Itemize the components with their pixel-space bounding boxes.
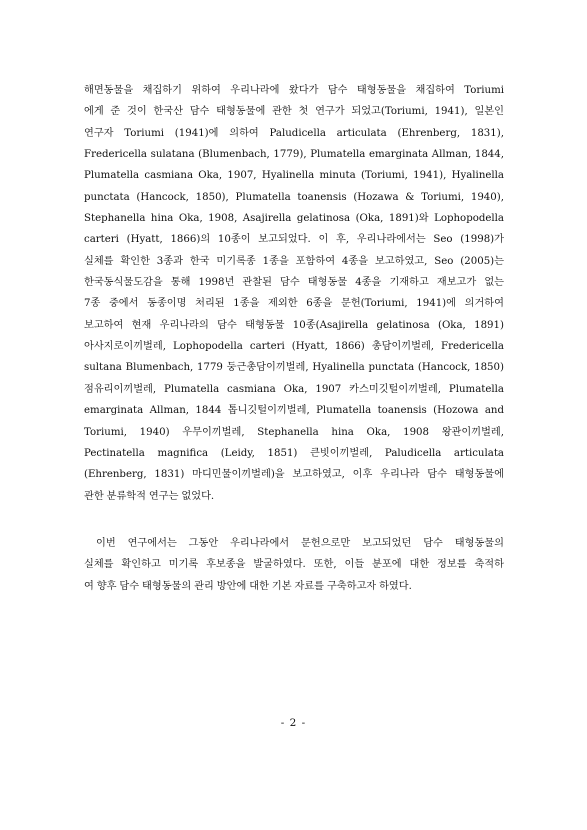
text-line: 관한 분류학적 연구는 없었다.: [84, 490, 215, 502]
text-line: punctata (Hancock, 1850), Plumatella toanensis (Hozawa & Toriumi, 1940),: [84, 191, 504, 203]
paragraph-study-purpose: [84, 533, 504, 597]
text-line: 보고하여 현재 우리나라의 담수 태형동물 10종(Asajirella gelatinosa (Oka, 1891): [84, 319, 504, 331]
text-line: Toriumi, 1940) 우무이끼벌레, Stephanella hina Oka, 1908 왕관이끼벌레,: [84, 426, 504, 438]
text-line: carteri (Hyatt, 1866)의 10종이 보고되었다. 이 후, 우리나라에서는 Seo (1998)가: [84, 234, 504, 246]
text-line: sultana Blumenbach, 1779 둥근총담이끼벌레, Hyalinella punctata (Hancock, 1850): [84, 362, 504, 374]
text-line: 이번 연구에서는 그동안 우리나라에서 문헌으로만 보고되었던 담수 태형동물의: [96, 538, 504, 549]
text-line: Stephanella hina Oka, 1908, Asajirella gelatinosa (Oka, 1891)와 Lophopodella: [84, 213, 504, 225]
page-number: - 2 -: [280, 717, 307, 729]
text-line: 에게 준 것이 한국산 담수 태형동물에 관한 첫 연구가 되었고(Toriumi, 1941), 일본인: [84, 106, 504, 118]
text-line: Plumatella casmiana Oka, 1907, Hyalinella minuta (Toriumi, 1941), Hyalinella: [84, 170, 504, 182]
text-line: Pectinatella magnifica (Leidy, 1851) 큰빗이끼벌레, Paludicella articulata: [84, 447, 504, 459]
text-line: 연구자 Toriumi (1941)에 의하여 Paludicella articulata (Ehrenberg, 1831),: [84, 127, 504, 139]
text-line: 점유리이끼벌레, Plumatella casmiana Oka, 1907 카스미깃털이끼벌레, Plumatella: [84, 383, 504, 395]
text-line: emarginata Allman, 1844 톱니깃털이끼벌레, Plumatella toanensis (Hozowa and: [84, 405, 504, 417]
text-line: 아사지로이끼벌레, Lophopodella carteri (Hyatt, 1866) 총담이끼벌레, Fredericella: [84, 341, 504, 353]
text-line: 여 향후 담수 태형동물의 관리 방안에 대한 기본 자료를 구축하고자 하였다.: [84, 580, 412, 592]
text-line: Fredericella sulatana (Blumenbach, 1779), Plumatella emarginata Allman, 1844,: [84, 149, 504, 161]
text-line: 한국동식물도감을 통해 1998년 관찰된 담수 태형동물 4종을 기재하고 재보고가 없는: [84, 277, 504, 289]
text-line: 실체를 확인하고 미기록 후보종을 발굴하였다. 또한, 이들 분포에 대한 정보를 축적하: [84, 559, 504, 571]
paragraph-literature-review: [84, 80, 504, 507]
text-line: (Ehrenberg, 1831) 마디민물이끼벌레)을 보고하였고, 이후 우리나라 담수 태형동물에: [84, 469, 504, 481]
text-line: 7종 중에서 동종이명 처리된 1종을 제외한 6종을 문헌(Toriumi, 1941)에 의거하여: [84, 298, 504, 310]
text-line: 실체를 확인한 3종과 한국 미기록종 1종을 포함하여 4종을 보고하였고, Seo (2005)는: [84, 255, 504, 267]
text-line: 해면동물을 채집하기 위하여 우리나라에 왔다가 담수 태형동물을 채집하여 Toriumi: [84, 85, 504, 96]
